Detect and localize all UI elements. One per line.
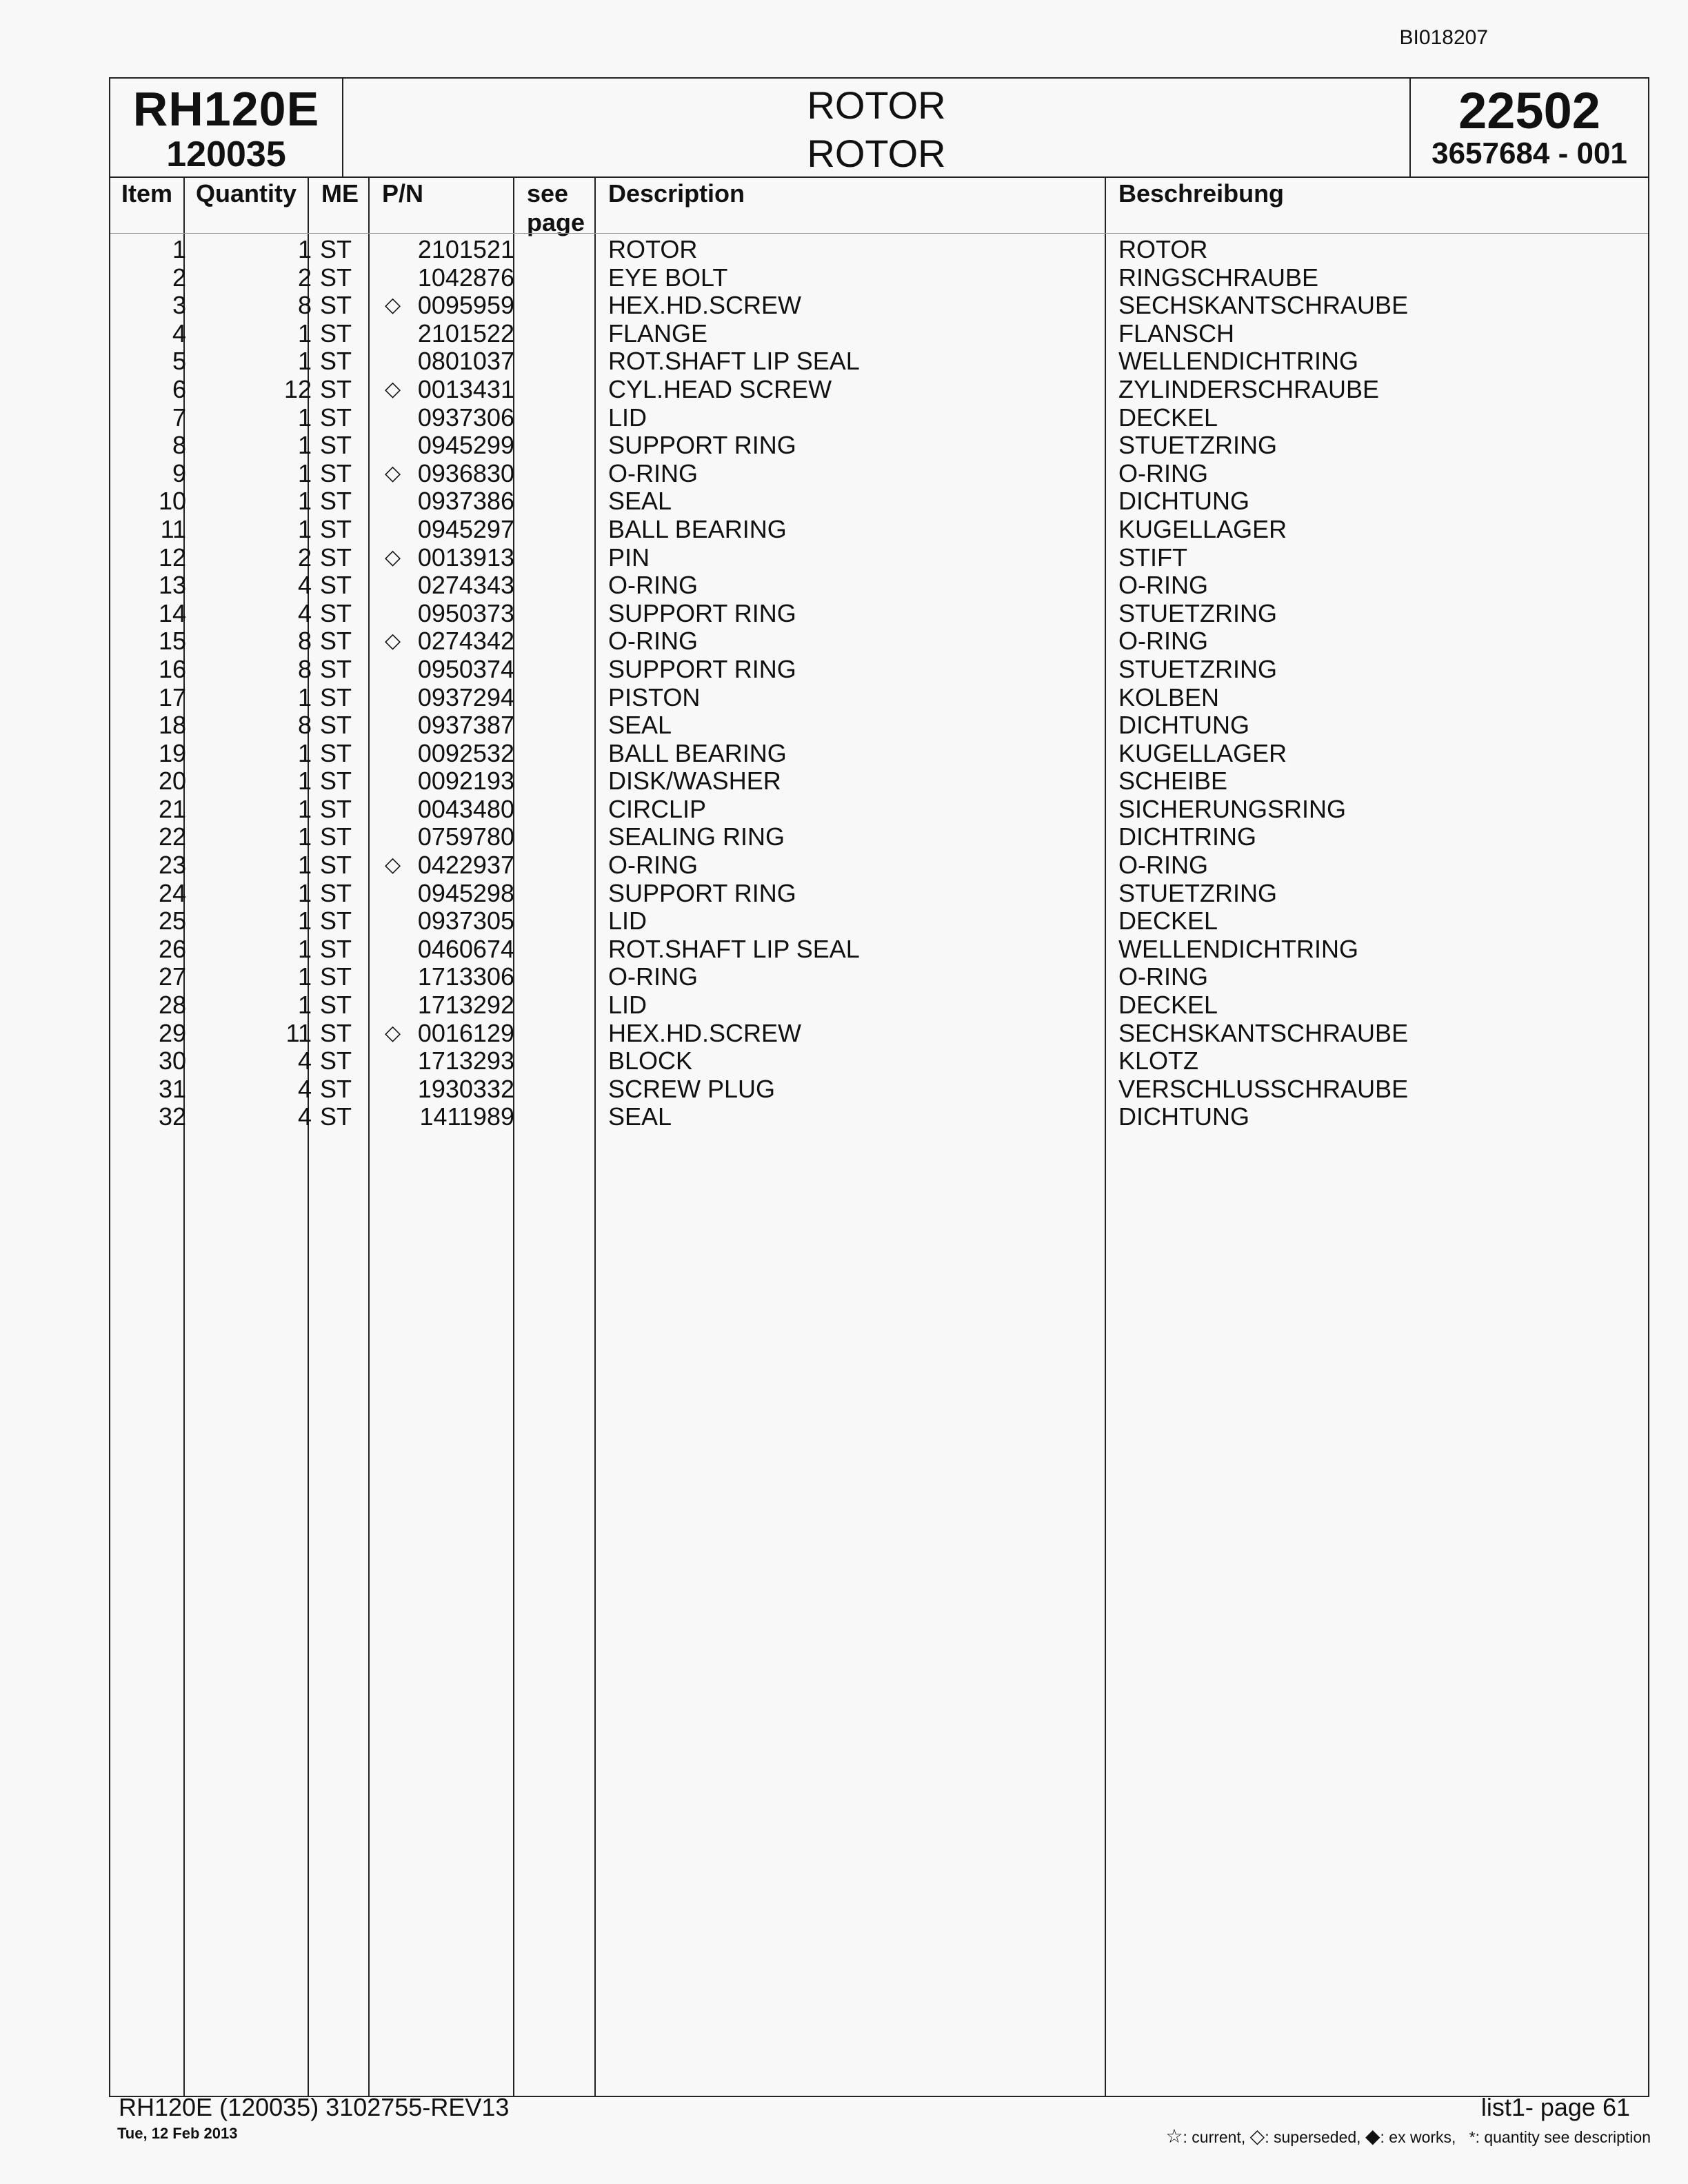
group-subnumber: 3657684 - 001 (1431, 136, 1627, 170)
table-row (110, 796, 1648, 824)
table-row (110, 264, 1648, 292)
description: SEAL (608, 711, 672, 740)
item-number: 14 (158, 598, 186, 627)
column-header-beschreibung: Beschreibung (1118, 179, 1285, 208)
description: O-RING (608, 962, 698, 991)
table-row (110, 991, 1648, 1020)
quantity: 4 (297, 1074, 312, 1103)
description: ROT.SHAFT LIP SEAL (608, 347, 860, 376)
quantity: 1 (297, 934, 312, 963)
beschreibung: STUETZRING (1118, 598, 1277, 627)
item-number: 19 (158, 738, 186, 767)
item-number: 22 (158, 822, 186, 851)
beschreibung: DICHTUNG (1118, 1102, 1249, 1131)
column-header-see-page (527, 179, 585, 237)
unit: ST (320, 318, 352, 347)
description: FLANGE (608, 318, 708, 347)
item-number: 3 (172, 291, 186, 320)
unit: ST (320, 907, 352, 936)
legend-current: : current, (1183, 2128, 1246, 2146)
beschreibung: DICHTRING (1118, 822, 1256, 851)
quantity: 1 (297, 851, 312, 880)
table-row (110, 376, 1648, 404)
beschreibung: DECKEL (1118, 907, 1218, 936)
quantity: 8 (297, 654, 312, 683)
item-number: 20 (158, 767, 186, 796)
beschreibung: FLANSCH (1118, 318, 1235, 347)
beschreibung: ROTOR (1118, 235, 1208, 263)
quantity: 1 (297, 794, 312, 823)
diamond-filled-icon: ◆ (1365, 2125, 1380, 2147)
item-number: 7 (172, 403, 186, 432)
unit: ST (320, 431, 352, 460)
unit: ST (320, 458, 352, 487)
part-number: 0937386 (417, 487, 514, 516)
quantity: 8 (297, 627, 312, 656)
table-row (110, 907, 1648, 936)
column-header-quantity: Quantity (196, 179, 297, 208)
column-header-description: Description (608, 179, 745, 208)
quantity: 4 (297, 571, 312, 600)
description: ROTOR (608, 235, 698, 263)
beschreibung: O-RING (1118, 458, 1208, 487)
description: SCREW PLUG (608, 1074, 776, 1103)
part-number: 1713293 (417, 1046, 514, 1075)
superseded-icon: ◇ (385, 545, 401, 569)
beschreibung: STUETZRING (1118, 431, 1277, 460)
item-number: 28 (158, 991, 186, 1020)
beschreibung: STUETZRING (1118, 878, 1277, 907)
beschreibung: KOLBEN (1118, 682, 1220, 711)
beschreibung: O-RING (1118, 571, 1208, 600)
unit: ST (320, 682, 352, 711)
description: SUPPORT RING (608, 878, 796, 907)
table-row (110, 767, 1648, 796)
superseded-icon: ◇ (385, 377, 401, 401)
unit: ST (320, 403, 352, 432)
model-cell (110, 79, 343, 176)
description: O-RING (608, 627, 698, 656)
see-page-line2: page (527, 208, 585, 236)
unit: ST (320, 962, 352, 991)
unit: ST (320, 934, 352, 963)
part-number: 2101522 (417, 318, 514, 347)
table-row (110, 320, 1648, 348)
beschreibung: ZYLINDERSCHRAUBE (1118, 374, 1380, 403)
beschreibung: O-RING (1118, 627, 1208, 656)
table-row (110, 1103, 1648, 1131)
column-header-item: Item (121, 179, 173, 208)
item-number: 16 (158, 654, 186, 683)
column-header-me: ME (321, 179, 359, 208)
unit: ST (320, 347, 352, 376)
part-number: 0460674 (417, 934, 514, 963)
beschreibung: VERSCHLUSSCHRAUBE (1118, 1074, 1409, 1103)
part-number: 1713306 (417, 962, 514, 991)
part-number: 0937306 (417, 403, 514, 432)
star-icon: ☆ (1165, 2125, 1183, 2147)
item-number: 5 (172, 347, 186, 376)
model-name: RH120E (132, 82, 320, 136)
description: SEAL (608, 487, 672, 516)
table-row (110, 627, 1648, 656)
table-row (110, 292, 1648, 320)
superseded-icon: ◇ (385, 629, 401, 653)
quantity: 11 (285, 1018, 312, 1047)
part-number: 0801037 (417, 347, 514, 376)
beschreibung: WELLENDICHTRING (1118, 347, 1359, 376)
quantity: 1 (297, 514, 312, 543)
unit: ST (320, 627, 352, 656)
description: SUPPORT RING (608, 654, 796, 683)
superseded-icon: ◇ (385, 461, 401, 485)
legend-ex-works: : ex works, (1380, 2128, 1456, 2146)
item-number: 15 (158, 627, 186, 656)
description: EYE BOLT (608, 263, 728, 292)
beschreibung: STUETZRING (1118, 654, 1277, 683)
unit: ST (320, 374, 352, 403)
item-number: 31 (158, 1074, 186, 1103)
beschreibung: KUGELLAGER (1118, 514, 1287, 543)
superseded-icon: ◇ (385, 853, 401, 877)
unit: ST (320, 1102, 352, 1131)
header-separator (110, 233, 1648, 234)
superseded-icon: ◇ (385, 294, 401, 317)
quantity: 12 (283, 374, 312, 403)
unit: ST (320, 1046, 352, 1075)
unit: ST (320, 571, 352, 600)
part-number: 0274342 (417, 627, 514, 656)
table-row (110, 1075, 1648, 1104)
asterisk-icon: * (1469, 2128, 1476, 2146)
quantity: 1 (297, 487, 312, 516)
part-number: 0274343 (417, 571, 514, 600)
table-row (110, 936, 1648, 964)
description: CIRCLIP (608, 794, 707, 823)
item-number: 21 (158, 794, 186, 823)
unit: ST (320, 654, 352, 683)
unit: ST (320, 235, 352, 263)
quantity: 4 (297, 1102, 312, 1131)
part-number: 1930332 (417, 1074, 514, 1103)
superseded-icon: ◇ (385, 1021, 401, 1044)
description: PIN (608, 543, 650, 572)
beschreibung: O-RING (1118, 851, 1208, 880)
table-row (110, 347, 1648, 376)
item-number: 10 (158, 487, 186, 516)
quantity: 2 (297, 263, 312, 292)
table-row (110, 600, 1648, 628)
table-row (110, 460, 1648, 488)
table-row (110, 487, 1648, 516)
item-number: 13 (158, 571, 186, 600)
table-row (110, 572, 1648, 600)
part-number: 0013431 (417, 374, 514, 403)
item-number: 26 (158, 934, 186, 963)
description: PISTON (608, 682, 701, 711)
beschreibung: O-RING (1118, 962, 1208, 991)
part-number: 0043480 (417, 794, 514, 823)
table-row (110, 432, 1648, 460)
unit: ST (320, 711, 352, 740)
table-row (110, 711, 1648, 740)
table-row (110, 684, 1648, 712)
item-number: 17 (158, 682, 186, 711)
parts-table-body (110, 236, 1648, 1131)
unit: ST (320, 598, 352, 627)
beschreibung: DECKEL (1118, 403, 1218, 432)
beschreibung: SCHEIBE (1118, 767, 1228, 796)
quantity: 1 (297, 403, 312, 432)
legend-quantity: : quantity see description (1475, 2128, 1651, 2146)
footer-document: RH120E (120035) 3102755-REV13 (119, 2093, 510, 2121)
description: HEX.HD.SCREW (608, 1018, 802, 1047)
unit: ST (320, 543, 352, 572)
part-number: 0092193 (417, 767, 514, 796)
table-row (110, 740, 1648, 768)
beschreibung: SECHSKANTSCHRAUBE (1118, 291, 1409, 320)
table-row (110, 516, 1648, 544)
description: DISK/WASHER (608, 767, 781, 796)
unit: ST (320, 263, 352, 292)
description: BALL BEARING (608, 514, 787, 543)
item-number: 32 (158, 1102, 186, 1131)
beschreibung: RINGSCHRAUBE (1118, 263, 1319, 292)
unit: ST (320, 1018, 352, 1047)
description: BALL BEARING (608, 738, 787, 767)
quantity: 1 (297, 878, 312, 907)
item-number: 12 (158, 543, 186, 572)
beschreibung: DICHTUNG (1118, 487, 1249, 516)
quantity: 1 (297, 458, 312, 487)
quantity: 1 (297, 318, 312, 347)
table-row (110, 823, 1648, 851)
table-row (110, 963, 1648, 991)
quantity: 1 (297, 907, 312, 936)
part-number: 0937387 (417, 711, 514, 740)
part-number: 0936830 (417, 458, 514, 487)
item-number: 23 (158, 851, 186, 880)
item-number: 18 (158, 711, 186, 740)
quantity: 1 (297, 235, 312, 263)
description: SEAL (608, 1102, 672, 1131)
serial-number: 120035 (166, 134, 286, 174)
quantity: 1 (297, 822, 312, 851)
unit: ST (320, 822, 352, 851)
table-row (110, 851, 1648, 880)
symbol-legend (1165, 2125, 1651, 2147)
part-number: 0937305 (417, 907, 514, 936)
description: O-RING (608, 458, 698, 487)
description: SUPPORT RING (608, 431, 796, 460)
quantity: 1 (297, 431, 312, 460)
unit: ST (320, 851, 352, 880)
table-row (110, 236, 1648, 264)
item-number: 30 (158, 1046, 186, 1075)
see-page-line1: see (527, 179, 569, 208)
group-number: 22502 (1458, 82, 1600, 139)
table-row (110, 880, 1648, 908)
unit: ST (320, 878, 352, 907)
item-number: 9 (172, 458, 186, 487)
description: LID (608, 991, 647, 1020)
unit: ST (320, 991, 352, 1020)
table-row (110, 1020, 1648, 1048)
part-number: 0950373 (417, 598, 514, 627)
quantity: 1 (297, 347, 312, 376)
diamond-outline-icon: ◇ (1249, 2125, 1265, 2147)
quantity: 4 (297, 1046, 312, 1075)
description: BLOCK (608, 1046, 693, 1075)
quantity: 1 (297, 962, 312, 991)
description: ROT.SHAFT LIP SEAL (608, 934, 860, 963)
item-number: 4 (172, 318, 186, 347)
part-number: 0950374 (417, 654, 514, 683)
header-block (110, 79, 1648, 178)
beschreibung: SECHSKANTSCHRAUBE (1118, 1018, 1409, 1047)
quantity: 8 (297, 291, 312, 320)
unit: ST (320, 738, 352, 767)
quantity: 1 (297, 991, 312, 1020)
item-number: 27 (158, 962, 186, 991)
title-german: ROTOR (807, 132, 946, 175)
item-number: 24 (158, 878, 186, 907)
footer-date: Tue, 12 Feb 2013 (117, 2125, 238, 2142)
parts-list-sheet (109, 77, 1649, 2097)
unit: ST (320, 487, 352, 516)
description: O-RING (608, 851, 698, 880)
quantity: 1 (297, 738, 312, 767)
description: SUPPORT RING (608, 598, 796, 627)
part-number: 0945297 (417, 514, 514, 543)
part-number: 0759780 (417, 822, 514, 851)
beschreibung: SICHERUNGSRING (1118, 794, 1347, 823)
column-header-pn: P/N (382, 179, 424, 208)
item-number: 11 (160, 514, 186, 543)
part-number: 1411989 (419, 1102, 514, 1131)
part-number: 0945299 (417, 431, 514, 460)
unit: ST (320, 291, 352, 320)
unit: ST (320, 1074, 352, 1103)
quantity: 1 (297, 682, 312, 711)
beschreibung: STIFT (1118, 543, 1187, 572)
table-row (110, 404, 1648, 432)
table-row (110, 544, 1648, 572)
document-reference: BI018207 (1399, 26, 1488, 49)
part-number: 0092532 (417, 738, 514, 767)
group-cell (1409, 79, 1648, 176)
unit: ST (320, 767, 352, 796)
quantity: 4 (297, 598, 312, 627)
item-number: 1 (172, 235, 186, 263)
beschreibung: DECKEL (1118, 991, 1218, 1020)
beschreibung: KUGELLAGER (1118, 738, 1287, 767)
part-number: 0016129 (417, 1018, 514, 1047)
description: HEX.HD.SCREW (608, 291, 802, 320)
table-row (110, 656, 1648, 684)
beschreibung: WELLENDICHTRING (1118, 934, 1359, 963)
part-number: 0945298 (417, 878, 514, 907)
part-number: 0937294 (417, 682, 514, 711)
footer-page: list1- page 61 (1480, 2093, 1630, 2121)
description: O-RING (608, 571, 698, 600)
description: SEALING RING (608, 822, 785, 851)
unit: ST (320, 514, 352, 543)
part-number: 2101521 (417, 235, 514, 263)
table-row (110, 1047, 1648, 1075)
title-english: ROTOR (807, 83, 946, 127)
legend-superseded: : superseded, (1265, 2128, 1361, 2146)
part-number: 0095959 (417, 291, 514, 320)
beschreibung: DICHTUNG (1118, 711, 1249, 740)
beschreibung: KLOTZ (1118, 1046, 1199, 1075)
quantity: 1 (297, 767, 312, 796)
description: CYL.HEAD SCREW (608, 374, 832, 403)
description: LID (608, 403, 647, 432)
item-number: 8 (172, 431, 186, 460)
description: LID (608, 907, 647, 936)
unit: ST (320, 794, 352, 823)
item-number: 29 (158, 1018, 186, 1047)
part-number: 0013913 (417, 543, 514, 572)
part-number: 0422937 (417, 851, 514, 880)
item-number: 6 (172, 374, 186, 403)
quantity: 2 (297, 543, 312, 572)
part-number: 1042876 (417, 263, 514, 292)
item-number: 25 (158, 907, 186, 936)
item-number: 2 (172, 263, 186, 292)
part-number: 1713292 (417, 991, 514, 1020)
quantity: 8 (297, 711, 312, 740)
